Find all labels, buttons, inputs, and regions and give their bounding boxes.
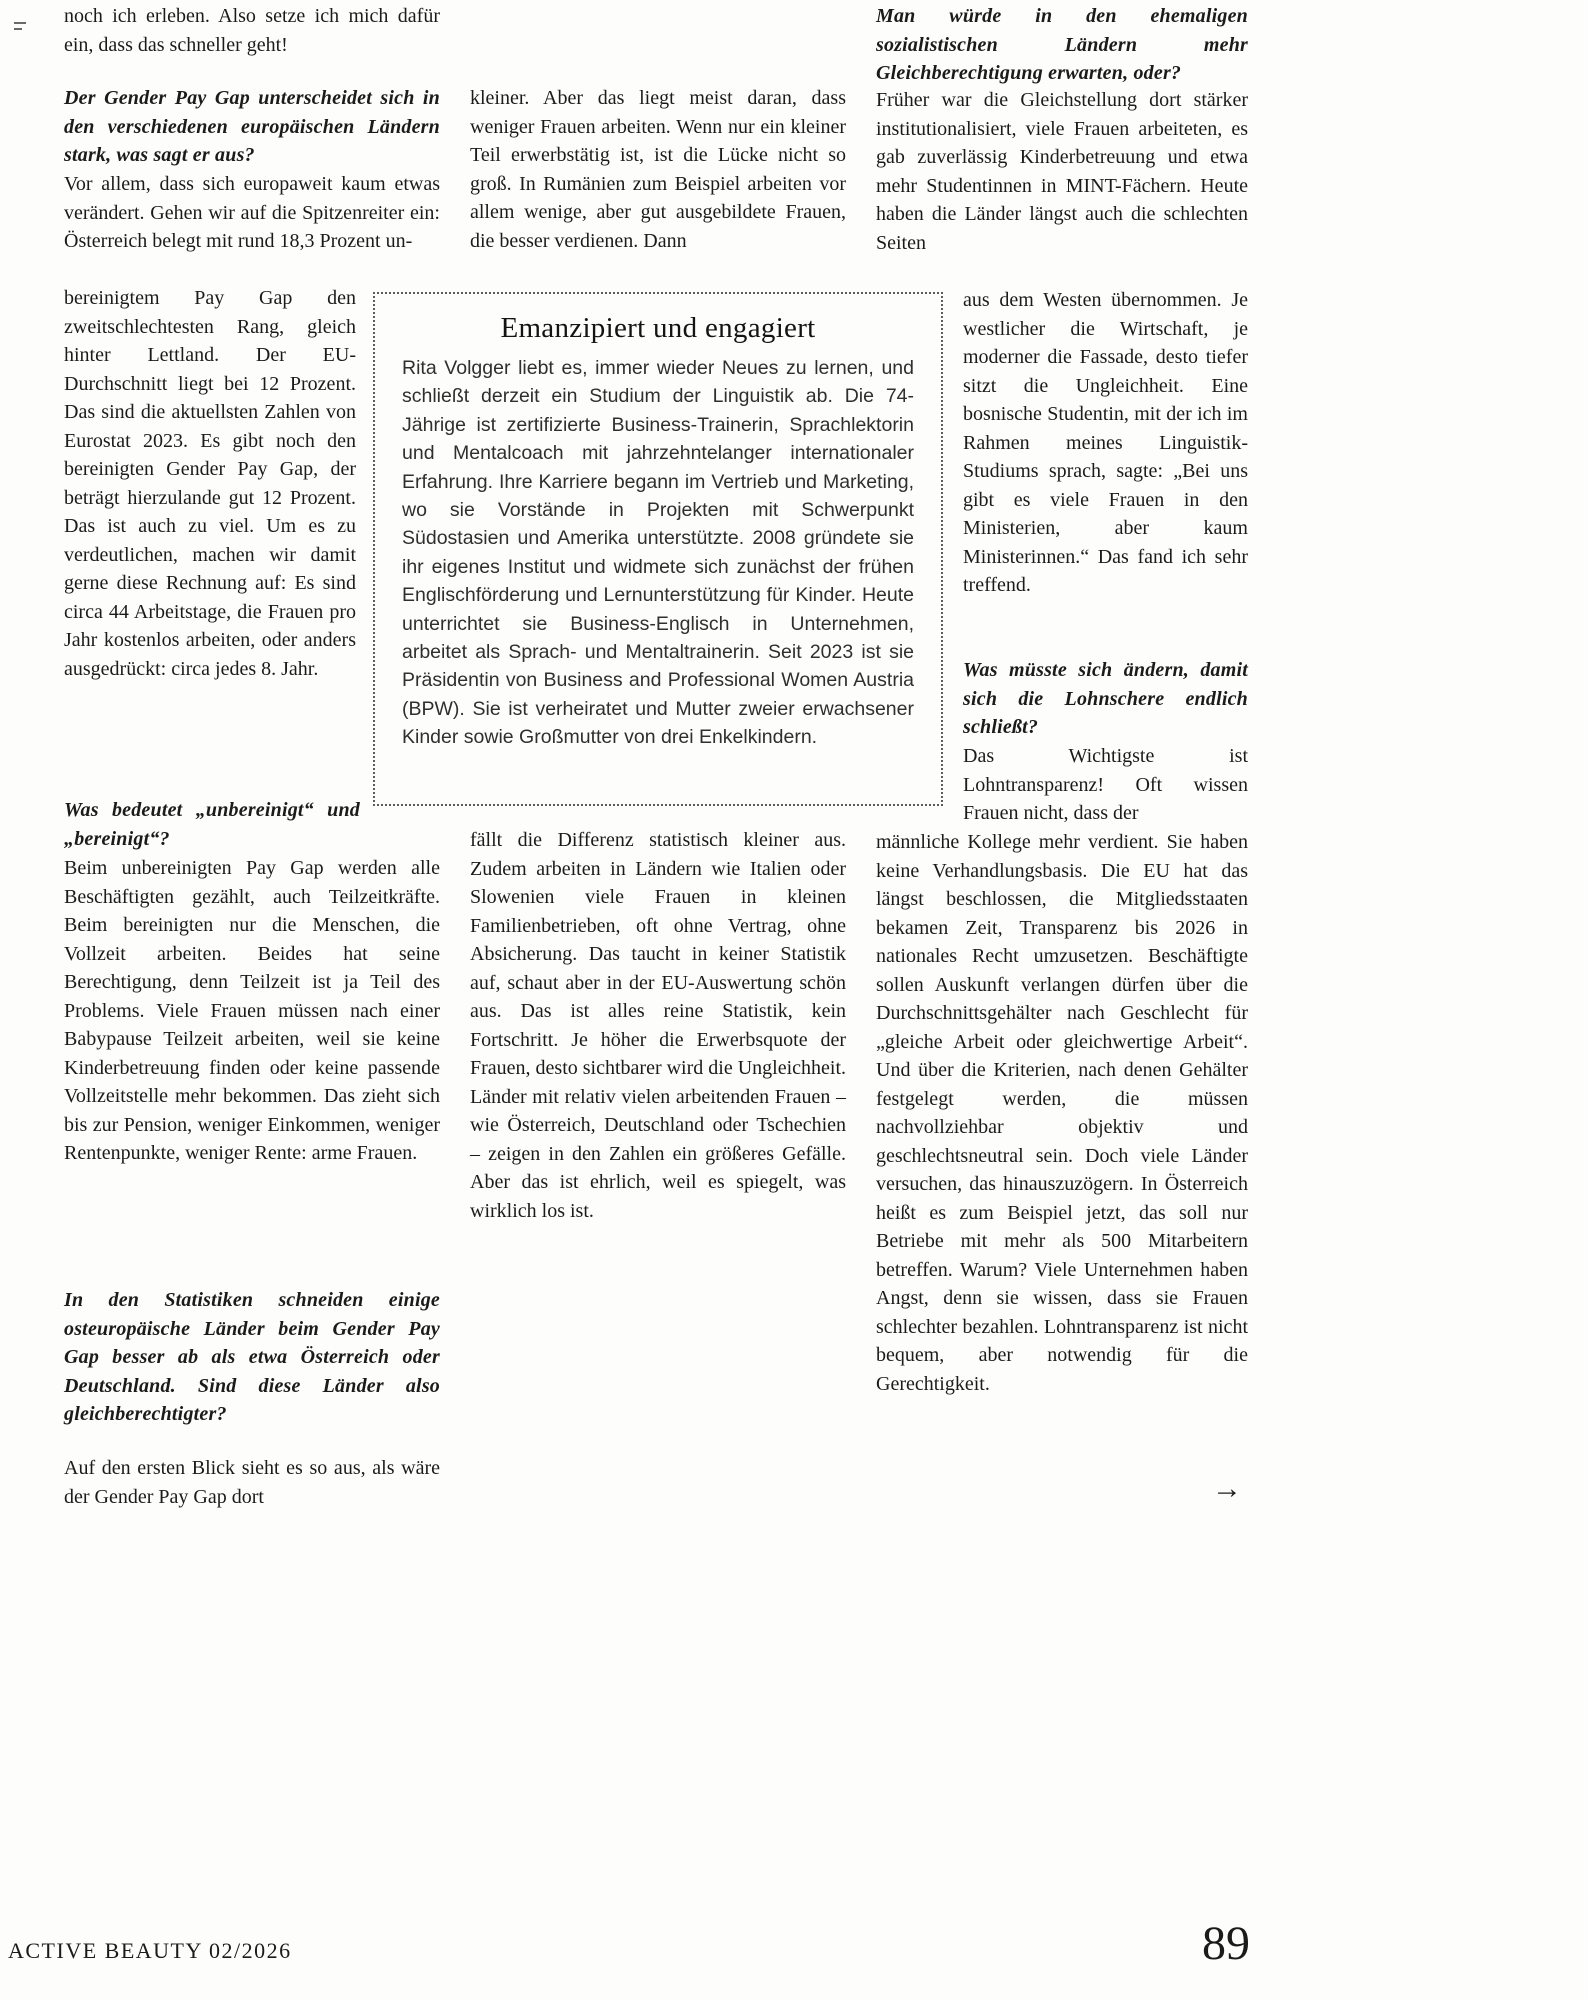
infobox-rita-volgger <box>373 292 943 806</box>
continuation-arrow-icon: → <box>1212 1472 1242 1505</box>
page-number: 89 <box>1202 1917 1250 1970</box>
col1-answer-3-start: Auf den ersten Blick sieht es so aus, als wäre der Gender Pay Gap dort <box>64 1457 440 1508</box>
col3-answer-2-wide: männliche Kollege mehr verdient. Sie haben keine Verhandlungsbasis. Die EU hat das längst beschlossen, die Mitgliedsstaaten bekamen Zeit, Transparenz bis 2026 in nationales Recht umzusetzen. Beschäftigte sollen Auskunft verlangen dürfen über die Durchschnittsgehälter nach Geschlecht für „gleiche Arbeit oder gleichwertige Arbeit“. Und über die Kriterien, nach denen Gehälter festgelegt werden, die müssen nachvollziehbar objektiv und geschlechtsneutral sein. Doch viele Länder versuchen, das hinauszuzögern. In Österreich heißt es zum Beispiel jetzt, das soll nur Betriebe mit mehr als 500 Mitarbeitern betreffen. Warum? Viele Unternehmen haben Angst, denn sie wissen, dass sie Frauen schlechter bezahlen. Lohntransparenz ist nicht bequem, aber notwendig für die Gerechtigkeit. <box>876 831 1248 1395</box>
col3-answer-1-narrow: aus dem Westen übernommen. Je westlicher die Wirtschaft, je moderner die Fassade, desto tiefer sitzt die Ungleichheit. Eine bosnische Studentin, mit der ich im Rahmen meines Linguistik-Studiums sprach, sagte: „Bei uns gibt es viele Frauen in den Ministerien, aber kaum Ministerinnen.“ Das fand ich sehr treffend. <box>963 289 1248 596</box>
col2-top-paragraph: kleiner. Aber das liegt meist daran, dass weniger Frauen arbeiten. Wenn nur ein kleiner Teil erwerbstätig ist, ist die Lücke nicht so groß. In Rumänien zum Beispiel arbeiten vor allem wenige, aber gut ausgebildete Frauen, die besser verdienen. Dann <box>470 87 846 252</box>
footer-magazine-title: ACTIVE BEAUTY 02/2026 <box>8 1938 292 1963</box>
infobox-body: Rita Volgger liebt es, immer wieder Neues zu lernen, und schließt derzeit ein Studium der Linguistik ab. Die 74-Jährige ist zertifizierte Business-Trainerin, Sprachlektorin und Mentalcoach mit jahrzehntelanger internationaler Erfahrung. Ihre Karriere begann im Vertrieb und Marketing, wo sie Vorstände in Projekten mit Schwerpunkt Südostasien und Amerika unterstützte. 2008 gründete sie ihr eigenes Institut und widmete sich zunächst der frühen Englischförderung und Lernunterstützung für Kinder. Heute unterrichtet sie Business-Englisch in Unternehmen, arbeitet als Sprach- und Mentaltrainerin. Seit 2023 ist sie Präsidentin von Business and Professional Women Austria (BPW). Sie ist verheiratet und Mutter zweier erwachsener Kinder sowie Großmutter von drei Enkelkindern. <box>402 357 914 749</box>
col3-answer-1-wide: Früher war die Gleichstellung dort stärker institutionalisiert, viele Frauen arbeiteten, es gab zuverlässig Kinderbetreuung und etwa mehr Studentinnen in MINT-Fächern. Heute haben die Länder längst auch die schlechten Seiten <box>876 89 1248 254</box>
col1-question-3: In den Statistiken schneiden einige osteuropäische Länder beim Gender Pay Gap besser ab als etwa Österreich oder Deutschland. Sind diese Länder also gleichberechtigter? <box>64 1289 440 1425</box>
col1-question-1: Der Gender Pay Gap unterscheidet sich in den verschiedenen europäischen Ländern stark, was sagt er aus? <box>64 87 440 166</box>
col3-question-2: Was müsste sich ändern, damit sich die Lohnschere endlich schließt? <box>963 659 1248 738</box>
col1-answer-2: Beim unbereinigten Pay Gap werden alle Beschäftigten gezählt, auch Teilzeitkräfte. Beim bereinigten nur die Menschen, die Vollzeit arbeiten. Beides hat seine Berechtigung, denn Teilzeit ist ja Teil des Problems. Viele Frauen müssen nach einer Babypause Teilzeit arbeiten, weil sie keine Kinderbetreuung finden oder keine passende Vollzeitstelle mehr bekommen. Das zieht sich bis zur Pension, weniger Einkommen, weniger Rentenpunkte, weniger Rente: arme Frauen. <box>64 857 440 1164</box>
col1-answer-1-narrow: bereinigtem Pay Gap den zweitschlechtesten Rang, gleich hinter Lettland. Der EU-Durchschnitt liegt bei 12 Prozent. Das sind die aktuellsten Zahlen von Eurostat 2023. Es gibt noch den bereinigten Gender Pay Gap, der beträgt hierzulande gut 12 Prozent. Das ist auch zu viel. Um es zu verdeutlichen, machen wir damit gerne diese Rechnung auf: Es sind circa 44 Arbeitstage, die Frauen pro Jahr kostenlos arbeiten, oder anders ausgedrückt: circa jedes 8. Jahr. <box>64 287 356 680</box>
col2-bottom-paragraph: fällt die Differenz statistisch kleiner aus. Zudem arbeiten in Ländern wie Italien oder Slowenien viele Frauen in kleinen Familienbetrieben, oft ohne Vertrag, ohne Absicherung. Das taucht in keiner Statistik auf, schaut aber in der EU-Auswertung schön aus. Das ist alles reine Statistik, kein Fortschritt. Je höher die Erwerbsquote der Frauen, desto sichtbarer wird die Ungleichheit. Länder mit relativ vielen arbeitenden Frauen – wie Österreich, Deutschland oder Tschechien – zeigen in den Zahlen ein größeres Gefälle. Aber das ist ehrlich, weil es spiegelt, was wirklich los ist. <box>470 829 846 1222</box>
fold-mark-icon <box>14 22 26 30</box>
col1-intro-paragraph: noch ich erleben. Also setze ich mich dafür ein, dass das schneller geht! <box>64 5 440 56</box>
col1-answer-1-wide: Vor allem, dass sich europaweit kaum etwas verändert. Gehen wir auf die Spitzenreiter ein: Österreich belegt mit rund 18,3 Prozent un- <box>64 173 440 252</box>
col3-answer-2-narrow: Das Wichtigste ist Lohntransparenz! Oft wissen Frauen nicht, dass der <box>963 745 1248 824</box>
infobox-title: Emanzipiert und engagiert <box>500 312 816 344</box>
col3-question-1: Man würde in den ehemaligen sozialistischen Ländern mehr Gleichberechtigung erwarten, oder? <box>876 5 1248 84</box>
col1-question-2: Was bedeutet „unbereinigt“ und „bereinigt“? <box>64 799 360 850</box>
